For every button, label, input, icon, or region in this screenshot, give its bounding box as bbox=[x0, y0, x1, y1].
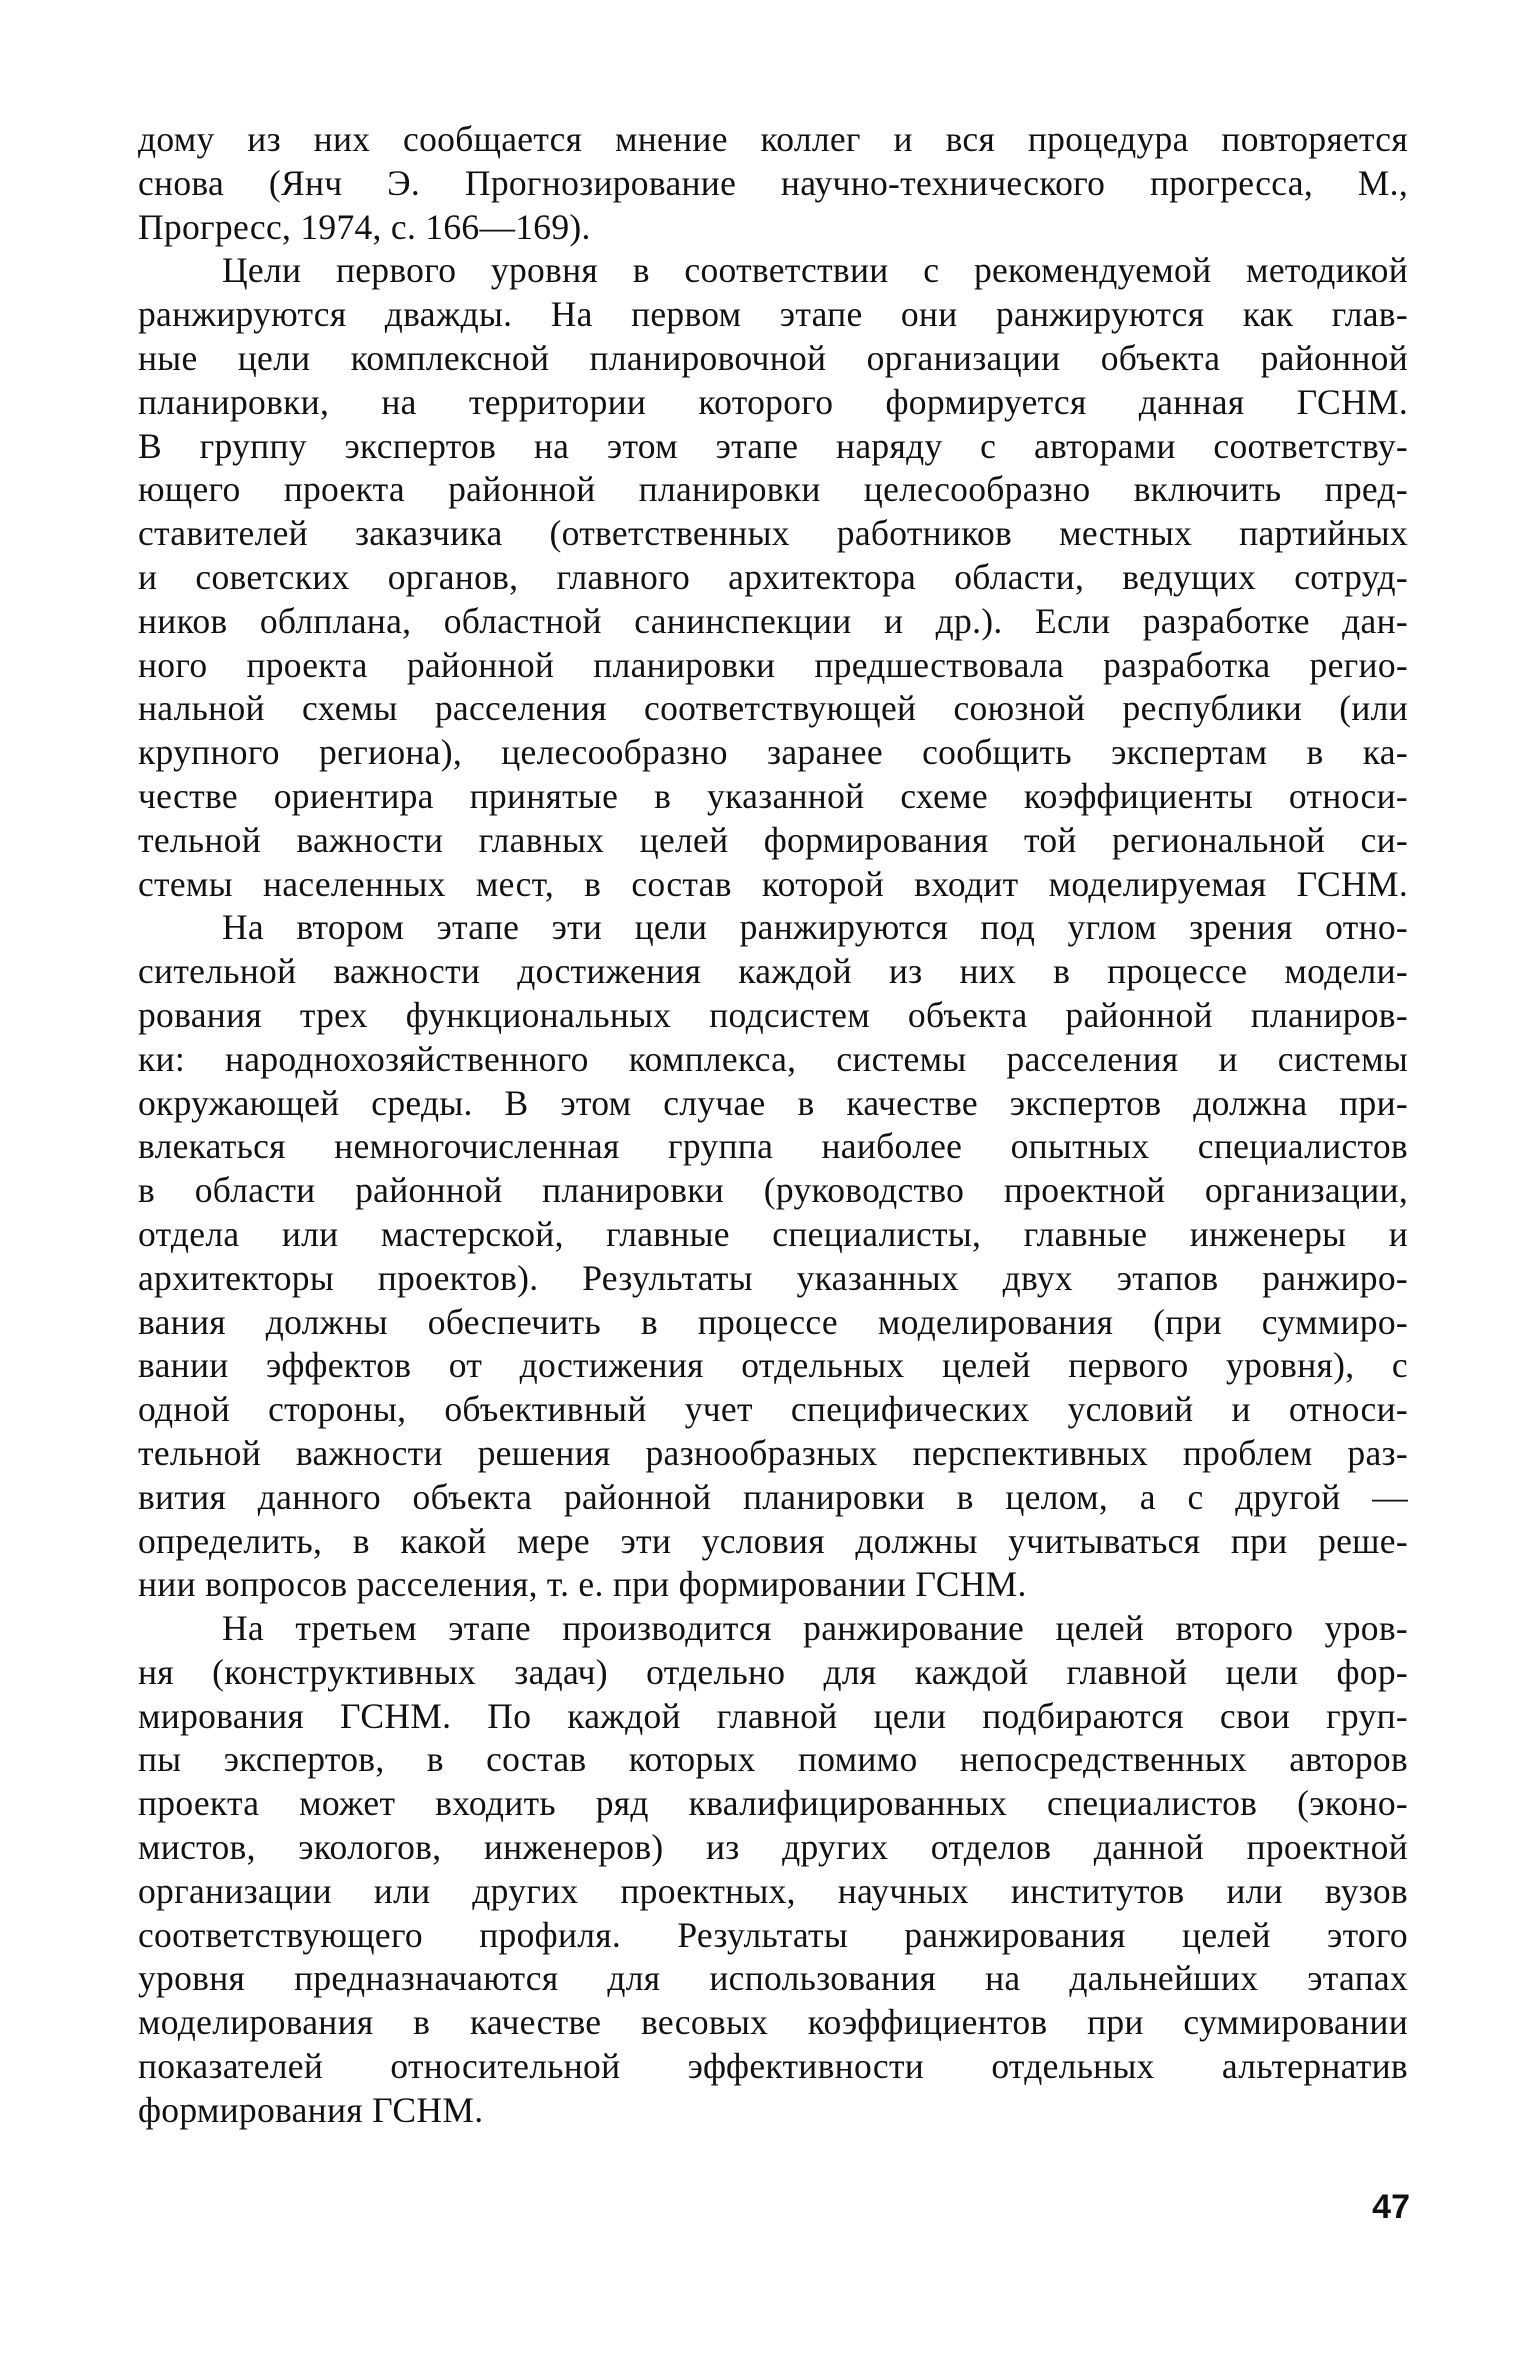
text-line: рования трех функциональных подсистем объекта районной планиров- bbox=[138, 994, 1408, 1035]
text-line: одной стороны, объективный учет специфических условий и относи- bbox=[138, 1389, 1408, 1430]
text-line: уровня предназначаются для использования на дальнейших этапах bbox=[138, 1958, 1408, 1999]
text-line: в области районной планировки (руководство проектной организации, bbox=[138, 1170, 1408, 1211]
text-line: крупного региона), целесообразно заранее сообщить экспертам в ка- bbox=[138, 732, 1408, 773]
text-line: ющего проекта районной планировки целесообразно включить пред- bbox=[138, 469, 1408, 510]
text-line: ки: народнохозяйственного комплекса, системы расселения и системы bbox=[138, 1038, 1408, 1079]
text-line: В группу экспертов на этом этапе наряду с авторами соответству- bbox=[138, 425, 1408, 466]
text-line: определить, в какой мере эти условия должны учитываться при реше- bbox=[138, 1520, 1408, 1561]
text-line: соответствующего профиля. Результаты ранжирования целей этого bbox=[138, 1914, 1408, 1955]
text-line: ные цели комплексной планировочной организации объекта районной bbox=[138, 337, 1408, 378]
text-line: ников облплана, областной санинспекции и др.). Если разработке дан- bbox=[138, 600, 1408, 641]
text-line: честве ориентира принятые в указанной схеме коэффициенты относи- bbox=[138, 775, 1408, 816]
text-line: архитекторы проектов). Результаты указанных двух этапов ранжиро- bbox=[138, 1257, 1408, 1298]
page-number: 47 bbox=[1372, 2188, 1410, 2226]
text-line: Цели первого уровня в соответствии с рекомендуемой методикой bbox=[222, 250, 1408, 291]
text-line: стемы населенных мест, в состав которой входит моделируемая ГСНМ. bbox=[138, 863, 1408, 904]
text-line: и советских органов, главного архитектора области, ведущих сотруд- bbox=[138, 556, 1408, 597]
text-line: На третьем этапе производится ранжирование целей второго уров- bbox=[222, 1608, 1408, 1649]
text-line: вании эффектов от достижения отдельных целей первого уровня), с bbox=[138, 1345, 1408, 1386]
text-line: вития данного объекта районной планировки в целом, а с другой — bbox=[138, 1476, 1408, 1517]
text-line: влекаться немногочисленная группа наиболее опытных специалистов bbox=[138, 1126, 1408, 1167]
text-line: нии вопросов расселения, т. е. при формировании ГСНМ. bbox=[138, 1564, 1027, 1605]
text-line: ставителей заказчика (ответственных работников местных партийных bbox=[138, 513, 1408, 554]
text-line: ного проекта районной планировки предшествовала разработка регио- bbox=[138, 644, 1408, 685]
text-line: организации или других проектных, научных институтов или вузов bbox=[138, 1870, 1408, 1911]
text-line: показателей относительной эффективности отдельных альтернатив bbox=[138, 2046, 1408, 2087]
text-line: тельной важности решения разнообразных перспективных проблем раз- bbox=[138, 1432, 1408, 1473]
text-line: вания должны обеспечить в процессе моделирования (при суммиро- bbox=[138, 1301, 1408, 1342]
text-line: тельной важности главных целей формирования той региональной си- bbox=[138, 819, 1408, 860]
text-line: мистов, экологов, инженеров) из других отделов данной проектной bbox=[138, 1827, 1408, 1868]
text-line: мирования ГСНМ. По каждой главной цели подбираются свои груп- bbox=[138, 1695, 1408, 1736]
text-line: окружающей среды. В этом случае в качестве экспертов должна при- bbox=[138, 1082, 1408, 1123]
text-line: дому из них сообщается мнение коллег и вся процедура повторяется bbox=[138, 119, 1408, 159]
text-line: Прогресс, 1974, с. 166—169). bbox=[138, 206, 591, 247]
text-line: моделирования в качестве весовых коэффициентов при суммировании bbox=[138, 2002, 1408, 2043]
text-line: На втором этапе эти цели ранжируются под углом зрения отно- bbox=[222, 907, 1408, 948]
text-line: отдела или мастерской, главные специалисты, главные инженеры и bbox=[138, 1213, 1408, 1254]
text-line: ня (конструктивных задач) отдельно для каждой главной цели фор- bbox=[138, 1651, 1408, 1692]
text-line: снова (Янч Э. Прогнозирование научно-технического прогресса, М., bbox=[138, 162, 1408, 203]
text-line: ранжируются дважды. На первом этапе они ранжируются как глав- bbox=[138, 294, 1408, 335]
text-line: планировки, на территории которого формируется данная ГСНМ. bbox=[138, 381, 1408, 422]
body-text bbox=[138, 118, 1408, 2133]
text-line: сительной важности достижения каждой из них в процессе модели- bbox=[138, 951, 1408, 992]
text-line: пы экспертов, в состав которых помимо непосредственных авторов bbox=[138, 1739, 1408, 1780]
text-line: формирования ГСНМ. bbox=[138, 2089, 484, 2130]
text-line: проекта может входить ряд квалифицированных специалистов (эконо- bbox=[138, 1783, 1408, 1824]
text-line: нальной схемы расселения соответствующей союзной республики (или bbox=[138, 688, 1408, 729]
